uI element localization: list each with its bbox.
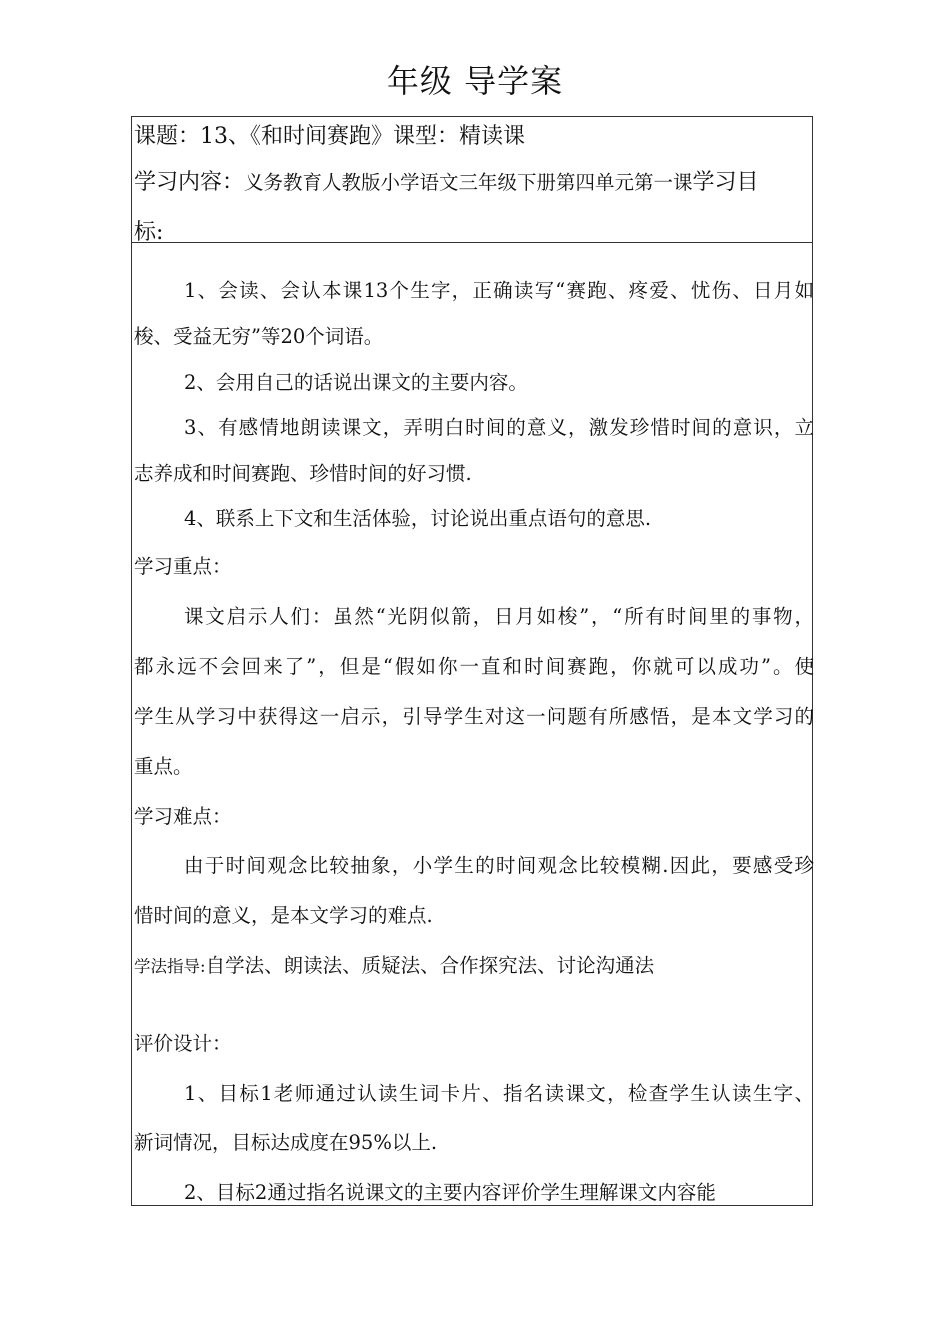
key-points-line-1: 课文启示人们：虽然“光阴似箭，日月如梭”，“所有时间里的事物， [184,605,814,628]
row-divider [132,242,812,243]
evaluation-line-1: 1、目标1老师通过认读生词卡片、指名读课文，检查学生认读生字、 [184,1082,814,1105]
goal-3-line-2: 志养成和时间赛跑、珍惜时间的好习惯. [134,462,472,485]
goal-1-line-2: 梭、受益无穷”等20个词语。 [134,325,384,348]
key-points-label: 学习重点： [134,555,232,578]
goal-label-a: 学习目 [692,170,759,195]
lesson-plan-table [131,116,813,1206]
goal-4: 4、联系上下文和生活体验，讨论说出重点语句的意思. [184,507,652,530]
method-label: 学法指导: [134,957,206,976]
goal-label-b: 标: [134,220,164,245]
content-line [134,165,759,196]
difficulties-line-1: 由于时间观念比较抽象，小学生的时间观念比较模糊.因此，要感受珍 [184,854,814,877]
method-text: 自学法、朗读法、质疑法、合作探究法、讨论沟通法 [205,954,655,977]
method-line [134,950,654,978]
page-title: 年级 导学案 [386,62,564,100]
goal-2: 2、会用自己的话说出课文的主要内容。 [184,371,528,394]
evaluation-line-3: 2、目标2通过指名说课文的主要内容评价学生理解课文内容能 [184,1181,716,1204]
key-points-line-2: 都永远不会回来了”，但是“假如你一直和时间赛跑，你就可以成功”。使 [134,655,814,678]
content-text: 义务教育人教版小学语文三年级下册第四单元第一课 [244,171,693,194]
key-points-line-3: 学生从学习中获得这一启示，引导学生对这一问题有所感悟，是本文学习的 [134,705,814,728]
evaluation-line-2: 新词情况，目标达成度在95%以上. [134,1131,438,1154]
goal-1-line-1: 1、会读、会认本课13个生字，正确读写“赛跑、疼爱、忧伤、日月如 [184,279,814,302]
key-points-line-4: 重点。 [134,755,193,778]
topic-line: 课题：13、《和时间赛跑》课型：精读课 [134,124,525,149]
content-label: 学习内容： [134,170,245,195]
evaluation-label: 评价设计： [134,1032,232,1055]
difficulties-line-2: 惜时间的意义，是本文学习的难点. [134,904,433,927]
goal-3-line-1: 3、有感情地朗读课文，弄明白时间的意义，激发珍惜时间的意识，立 [184,416,814,439]
difficulties-label: 学习难点： [134,805,232,828]
